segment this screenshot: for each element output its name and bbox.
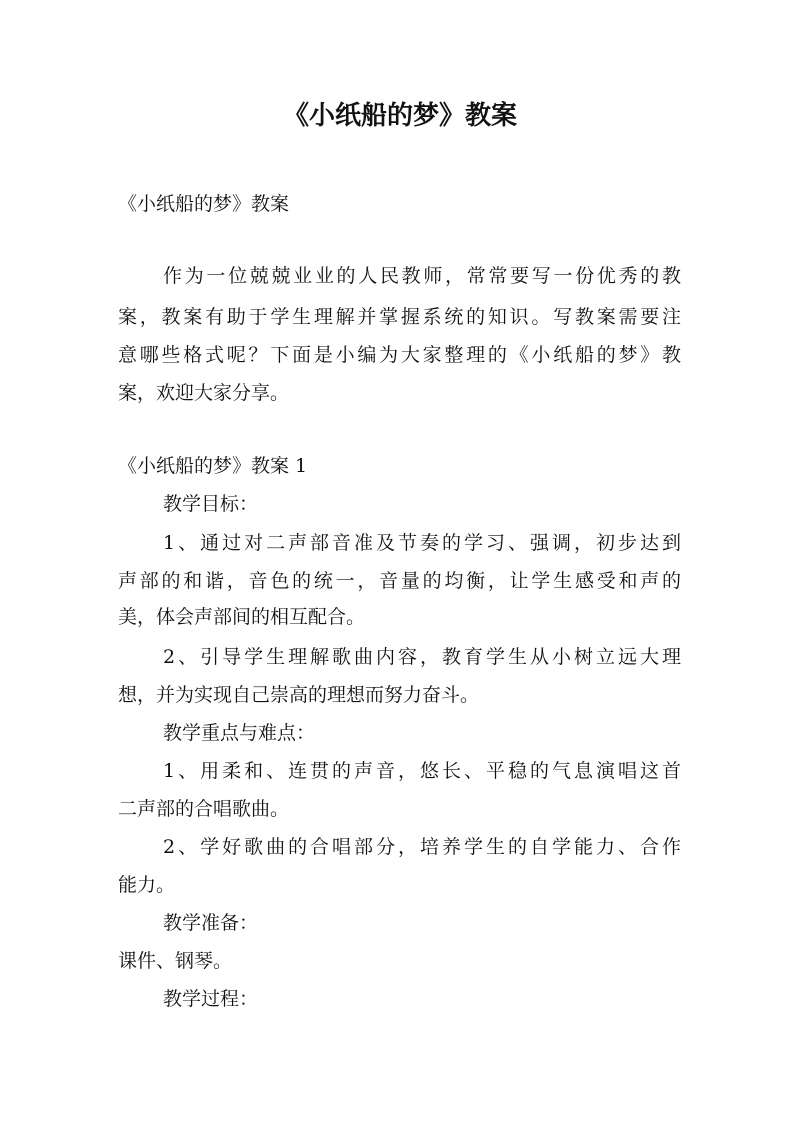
intro-line: 意哪些格式呢？下面是小编为大家整理的《小纸船的梦》教 bbox=[118, 344, 681, 366]
objective-line: 想，并为实现自己崇高的理想而努力奋斗。 bbox=[118, 684, 480, 706]
objective-line: 声部的和谐，音色的统一，音量的均衡，让学生感受和声的 bbox=[118, 570, 681, 592]
section-title: 《小纸船的梦》教案 1 bbox=[118, 455, 308, 477]
objective-line: 2、引导学生理解歌曲内容，教育学生从小树立远大理 bbox=[163, 646, 681, 668]
preparation-text: 课件、钢琴。 bbox=[118, 950, 233, 972]
process-heading: 教学过程： bbox=[163, 988, 259, 1010]
intro-line: 案，教案有助于学生理解并掌握系统的知识。写教案需要注 bbox=[118, 306, 681, 328]
preparation-heading: 教学准备： bbox=[163, 912, 259, 934]
objective-line: 美，体会声部间的相互配合。 bbox=[118, 606, 366, 628]
document-title: 《小纸船的梦》教案 bbox=[282, 101, 517, 131]
keypoint-line: 二声部的合唱歌曲。 bbox=[118, 798, 290, 820]
keypoint-line: 2、学好歌曲的合唱部分，培养学生的自学能力、合作 bbox=[163, 836, 681, 858]
intro-line: 案，欢迎大家分享。 bbox=[118, 382, 290, 404]
keypoint-line: 1、用柔和、连贯的声音，悠长、平稳的气息演唱这首 bbox=[163, 760, 681, 782]
document-subtitle: 《小纸船的梦》教案 bbox=[118, 193, 290, 215]
objectives-heading: 教学目标： bbox=[163, 493, 259, 515]
keypoints-heading: 教学重点与难点： bbox=[163, 722, 316, 744]
keypoint-line: 能力。 bbox=[118, 874, 176, 896]
objective-line: 1、通过对二声部音准及节奏的学习、强调，初步达到 bbox=[163, 532, 681, 554]
intro-line: 作为一位兢兢业业的人民教师，常常要写一份优秀的教 bbox=[163, 265, 681, 287]
